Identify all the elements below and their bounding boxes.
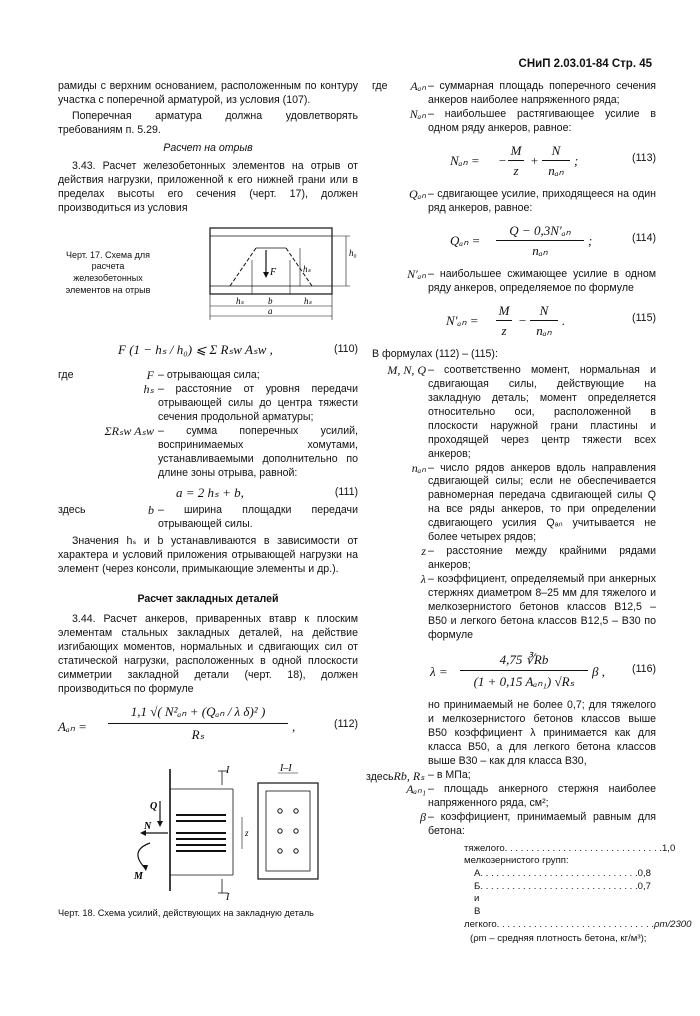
definition-beta bbox=[372, 811, 656, 839]
definition-Nan bbox=[372, 108, 656, 136]
leader-dots: . . . . . . . . . . . . . . . . . . . . . . . . . . . . . . bbox=[504, 842, 662, 854]
fig17-label-hs-right: hₛ bbox=[304, 295, 312, 306]
definition-z bbox=[372, 545, 656, 573]
leader-dots: . . . . . . . . . . . . . . . . . . . . . . . . . . . . . . bbox=[480, 880, 638, 892]
definition-beta-symbol: β bbox=[420, 809, 426, 824]
equation-113-N: N bbox=[551, 142, 561, 158]
definition-b-text: – ширина площадки передачи отрывающей силы. bbox=[158, 504, 358, 531]
semicolon: ; bbox=[588, 232, 593, 248]
definition-sum-text: – сумма поперечных усилий, воспринимаемых хомутами, устанавливаемыми дополнительно по длине зоны отрыва, равной: bbox=[158, 424, 358, 479]
here-word: здесь bbox=[366, 770, 394, 783]
definition-hs bbox=[58, 383, 358, 425]
definition-units bbox=[366, 768, 656, 783]
beta-table-row bbox=[464, 855, 634, 868]
definition-hs-symbol: hₛ bbox=[143, 381, 154, 396]
fig17-label-h0: h₀ bbox=[349, 247, 357, 258]
definition-Nan-text: – наибольшее растягивающее усилие в одном ряду анкеров, равное: bbox=[428, 107, 656, 134]
leader-dots: . . . . . . . . . . . . . . . . . . . . . . . . . . . . . . bbox=[480, 868, 638, 880]
definition-hs-text: – расстояние от уровня передачи отрывающей силы до центра тяжести сечения продольной арматуры; bbox=[158, 382, 358, 423]
definition-beta-text: – коэффициент, принимаемый равным для бетона: bbox=[428, 810, 656, 837]
equation-110-body: F (1 − hₛ / h₀) ⩽ Σ Rₛw Aₛw , bbox=[118, 341, 273, 357]
equation-116 bbox=[372, 649, 656, 695]
here-label: здесь bbox=[58, 504, 86, 517]
where-label: где bbox=[58, 368, 74, 381]
definition-n-an-symbol: nₐₙ bbox=[411, 460, 426, 475]
fig18-label-M: M bbox=[134, 871, 143, 883]
here-symbols: Rb, Rₛ bbox=[393, 768, 425, 783]
definition-b bbox=[58, 504, 358, 532]
figure-18-diagram bbox=[58, 761, 358, 904]
figure-17 bbox=[58, 220, 358, 335]
beta-row-name: мелкозернистого групп: bbox=[464, 855, 569, 867]
left-column bbox=[58, 80, 358, 919]
definition-F-symbol: F bbox=[146, 367, 154, 382]
figure-18-caption: Черт. 18. Схема усилий, действующих на закладную деталь bbox=[58, 908, 314, 919]
fig17-label-hs-left: hₛ bbox=[236, 295, 244, 306]
equation-114-lhs: Qₐₙ = bbox=[450, 232, 481, 248]
paragraph-transverse-reinforcement: Поперечная арматура должна удовлетворять требованиям п. 5.29. bbox=[58, 109, 358, 136]
equation-114-number: (114) bbox=[632, 231, 656, 244]
definition-Nan-symbol: Nₐₙ bbox=[409, 106, 426, 121]
definition-n-an-text: – число рядов анкеров вдоль направления сдвигающей силы; если не обеспечивается равномерная передача сдвигающей силы Q на все ряды анкеров, то при определении сдвигающего усилия Qₐₙ учитывается не более четырех рядов; bbox=[428, 461, 656, 544]
equation-115-nan: nₐₙ bbox=[536, 322, 552, 338]
figure-17-diagram bbox=[208, 220, 358, 335]
beta-row-name: тяжелого bbox=[464, 842, 505, 854]
beta-row-value: 0,7 bbox=[637, 880, 651, 892]
equation-116-number: (116) bbox=[632, 663, 656, 676]
equation-115-number: (115) bbox=[632, 311, 656, 324]
paragraph-continuation: рамиды с верхним основанием, расположенным по контуру участка с поперечной арматурой, из условия (107). bbox=[58, 80, 358, 106]
definition-lambda bbox=[372, 573, 656, 643]
beta-table-row bbox=[464, 868, 652, 881]
equation-112-numerator: 1,1 √( N²ₐₙ + (Qₐₙ / λ δ)² ) bbox=[130, 704, 266, 720]
paragraph-3-44: 3.44. Расчет анкеров, приваренных втавр к плоским элементам стальных закладных деталей, на действие изгибающих моментов, нормальных и сдвигающих сил от статической нагрузки, расположенных в одной плоскости симметрии закладной детали (черт. 18), должен производиться по формуле bbox=[58, 613, 358, 696]
paragraph-lambda-limit: но принимаемый не более 0,7; для тяжелого и мелкозернистого бетонов классов выше В50 коэффициент λ принимается как для класса В50, а для легкого бетона классов выше В30 – как для класса В30, bbox=[428, 699, 656, 767]
minus-sign: − bbox=[498, 152, 507, 168]
definition-Aan-symbol: Aₐₙ bbox=[410, 79, 426, 93]
definition-n-an bbox=[372, 462, 656, 546]
equation-115-lhs: N′ₐₙ = bbox=[446, 312, 479, 328]
equation-112-lhs: Aₐₙ = bbox=[58, 719, 87, 735]
equation-116-lhs: λ = bbox=[430, 664, 448, 680]
equation-111-number: (111) bbox=[334, 486, 358, 499]
equation-114 bbox=[372, 220, 656, 264]
equation-113 bbox=[372, 140, 656, 184]
beta-table-row bbox=[464, 842, 676, 856]
fig18-label-section-view: I–I bbox=[280, 763, 292, 775]
beta-table-row bbox=[464, 880, 651, 919]
minus-sign: − bbox=[518, 312, 527, 328]
definition-MNQ-symbol: M, N, Q bbox=[387, 362, 426, 377]
definition-Qan-symbol: Qₐₙ bbox=[409, 186, 426, 201]
fig18-label-section-top: I bbox=[226, 765, 230, 777]
equation-110-number: (110) bbox=[334, 342, 358, 355]
equation-113-number: (113) bbox=[632, 151, 656, 164]
beta-row-value: ρm/2300 bbox=[653, 918, 692, 930]
definition-Qan bbox=[372, 188, 656, 216]
definition-Aan1 bbox=[372, 783, 656, 811]
beta-row-value: 1,0 bbox=[661, 842, 676, 854]
beta-table bbox=[464, 842, 692, 932]
definition-Aan1-text: – площадь анкерного стержня наиболее напряженного ряда, см²; bbox=[428, 782, 656, 809]
definition-Qan-text: – сдвигающее усилие, приходящееся на один ряд анкеров, равное: bbox=[428, 187, 656, 214]
equation-112 bbox=[58, 703, 358, 755]
equation-112-denominator: Rₛ bbox=[191, 727, 205, 743]
definition-units-text: – в МПа; bbox=[428, 768, 471, 781]
page-header: СНиП 2.03.01-84 Стр. 45 bbox=[518, 58, 652, 70]
fig18-label-z: z bbox=[245, 828, 249, 839]
definition-Nan-prime-text: – наибольшее сжимающее усилие в одном ряду анкеров, определяемое по формуле bbox=[428, 267, 656, 294]
beta-row-value: 0,8 bbox=[637, 868, 652, 880]
fig17-label-F: F bbox=[270, 266, 277, 278]
fig18-label-N: N bbox=[144, 821, 152, 833]
leader-dots: . . . . . . . . . . . . . . . . . . . . . . . . . . . . . . bbox=[496, 918, 654, 930]
equation-116-numerator: 4,75 ∛Rb bbox=[499, 652, 549, 668]
paragraph-3-43: 3.43. Расчет железобетонных элементов на отрыв от действия нагрузки, приложенной к его нижней грани или в пределах высоты его сечения (черт. 17), должен производиться из условия bbox=[58, 159, 358, 214]
equation-113-M: M bbox=[510, 142, 522, 158]
rho-note: (ρm – средняя плотность бетона, кг/м³); bbox=[470, 933, 647, 945]
beta-row-name: Б и В bbox=[474, 880, 481, 918]
definition-Aan-text: – суммарная площадь поперечного сечения анкеров наиболее напряженного ряда; bbox=[428, 80, 656, 106]
definition-MNQ bbox=[372, 364, 656, 462]
in-formulas-line: В формулах (112) – (115): bbox=[372, 347, 498, 360]
definition-Nan-prime-symbol: N′ₐₙ bbox=[407, 266, 426, 281]
equation-114-denominator: nₐₙ bbox=[532, 242, 548, 258]
fig17-label-hs-vertical: hₛ bbox=[303, 263, 311, 274]
subheading-detachment: Расчет на отрыв bbox=[163, 141, 253, 154]
definition-F bbox=[58, 369, 358, 383]
heading-embedded-parts: Расчет закладных деталей bbox=[137, 593, 279, 606]
equation-115-z: z bbox=[501, 322, 507, 338]
definition-lambda-text: – коэффициент, определяемый при анкерных стержнях диаметром 8–25 мм для тяжелого и мелкозернистого бетонов классов В12,5 – В50 и легкого бетона классов В12,5 – В30 по формуле bbox=[428, 573, 656, 642]
equation-111-body: a = 2 hₛ + b, bbox=[176, 485, 244, 501]
equation-114-numerator: Q − 0,3N′ₐₙ bbox=[509, 222, 571, 238]
definition-MNQ-text: – соответственно момент, нормальная и сдвигающая силы, действующие на закладную деталь; момент определяется относительно оси, расположенной в плоскости наружной грани пластины и проходящей через центр тяжести всех анкеров; bbox=[428, 363, 656, 460]
paragraph-values: Значения hₛ и b устанавливаются в зависимости от характера и условий приложения отрывающей нагрузки на элемент (через консоли, примыкающие элементы и др.). bbox=[58, 535, 358, 576]
definition-lambda-symbol: λ bbox=[420, 572, 426, 587]
equation-115 bbox=[372, 300, 656, 344]
definition-Aan1-symbol: Aₐₙ₁ bbox=[406, 781, 426, 796]
equation-113-z: z bbox=[513, 162, 519, 178]
equation-115-M: M bbox=[498, 302, 510, 318]
definition-F-text: – отрывающая сила; bbox=[158, 368, 260, 381]
definition-sum bbox=[58, 425, 358, 481]
definition-b-symbol: b bbox=[148, 503, 154, 518]
fig18-label-Q: Q bbox=[150, 801, 158, 813]
semicolon: ; bbox=[574, 152, 579, 168]
fig17-label-b: b bbox=[268, 295, 273, 306]
equation-113-lhs: Nₐₙ = bbox=[450, 152, 480, 168]
where-label-right: где bbox=[372, 80, 388, 92]
definition-z-text: – расстояние между крайними рядами анкеров; bbox=[428, 545, 656, 572]
beta-row-name: легкого bbox=[464, 918, 497, 930]
definition-Aan bbox=[372, 80, 656, 108]
definition-Nan-prime bbox=[372, 268, 656, 296]
period: . bbox=[562, 312, 566, 328]
equation-112-number: (112) bbox=[334, 718, 358, 731]
beta-table-row bbox=[464, 918, 692, 932]
equation-112-comma: , bbox=[292, 719, 296, 735]
right-column bbox=[366, 79, 692, 946]
plus-sign: + bbox=[530, 152, 539, 168]
equation-116-denominator: (1 + 0,15 Aₐₙ₁) √Rₛ bbox=[473, 674, 575, 690]
equation-111 bbox=[58, 482, 358, 504]
equation-110 bbox=[58, 337, 358, 365]
equation-113-nan: nₐₙ bbox=[548, 162, 564, 178]
fig18-label-section-bottom: I bbox=[226, 892, 230, 904]
fig17-label-a: a bbox=[268, 305, 273, 316]
equation-115-N: N bbox=[539, 302, 549, 318]
definition-sum-symbol: ΣRₛw Aₛw bbox=[104, 423, 154, 438]
equation-116-tail: β , bbox=[592, 664, 605, 680]
figure-17-caption: Черт. 17. Схема для расчета железобетонных элементов на отрыв bbox=[65, 249, 151, 295]
definition-z-symbol: z bbox=[421, 544, 426, 559]
beta-row-name: А bbox=[474, 868, 481, 880]
